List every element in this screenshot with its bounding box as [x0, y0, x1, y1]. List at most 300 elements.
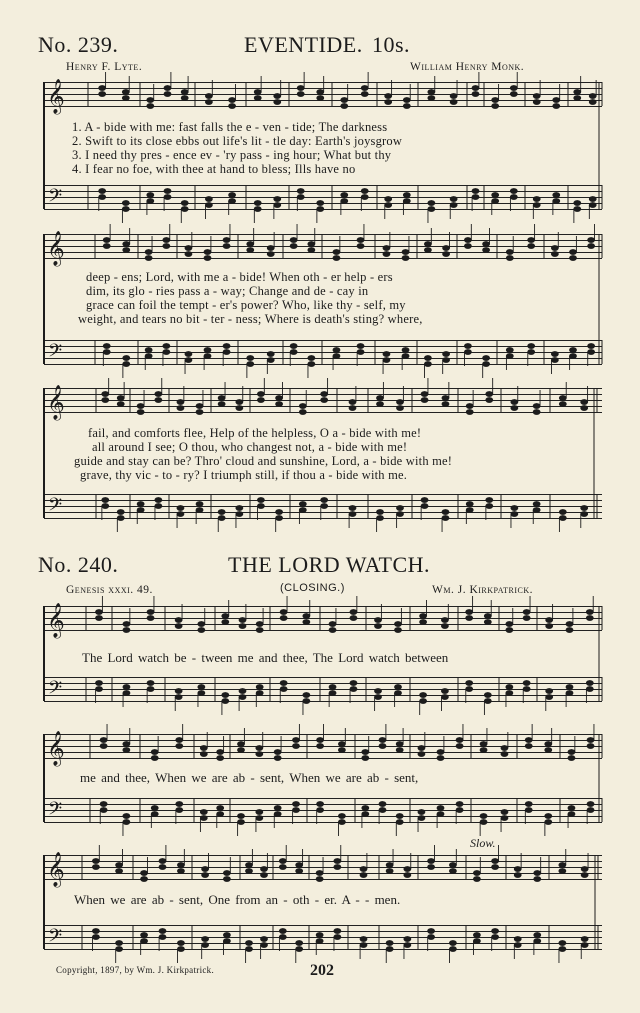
note-head — [196, 507, 203, 512]
note-head — [92, 858, 99, 863]
note-head — [92, 928, 99, 933]
note-head — [151, 805, 158, 810]
note-head — [223, 349, 230, 354]
note-head — [204, 353, 211, 358]
note-head — [510, 194, 517, 199]
note-head — [360, 866, 367, 871]
note-head — [533, 501, 540, 506]
note-head — [568, 805, 575, 810]
note-head — [217, 749, 224, 754]
note-head — [147, 680, 154, 685]
note-head — [292, 737, 299, 742]
note-head — [506, 353, 513, 358]
note-head — [419, 619, 426, 624]
note-head — [334, 858, 341, 863]
note-head — [145, 249, 152, 254]
note-head — [545, 741, 552, 746]
note-head — [95, 609, 102, 614]
note-head — [205, 202, 212, 207]
note-head — [501, 751, 508, 756]
note-head — [501, 809, 508, 814]
note-head — [222, 692, 229, 697]
note-head — [117, 395, 124, 400]
note-head — [586, 609, 593, 614]
note-head — [222, 613, 229, 618]
note-head — [185, 357, 192, 362]
note-head — [201, 942, 208, 947]
hymn-240-lyric-line: The Lord watch be - tween me and thee, The Lord watch between — [82, 650, 449, 665]
note-head — [341, 198, 348, 203]
note-head — [102, 391, 109, 396]
note-head — [534, 870, 541, 875]
note-head — [514, 866, 521, 871]
note-head — [528, 349, 535, 354]
note-head — [581, 405, 588, 410]
note-head — [99, 91, 106, 96]
note-head — [257, 397, 264, 402]
note-head — [559, 509, 566, 514]
note-head — [275, 401, 282, 406]
note-head — [456, 737, 463, 742]
note-head — [442, 245, 449, 250]
note-head — [486, 497, 493, 502]
note-head — [419, 692, 426, 697]
note-head — [349, 511, 356, 516]
note-head — [177, 505, 184, 510]
note-head — [533, 196, 540, 201]
note-head — [566, 621, 573, 626]
note-head — [559, 946, 566, 951]
note-head — [511, 505, 518, 510]
note-head — [185, 351, 192, 356]
note-head — [196, 409, 203, 414]
note-head — [437, 805, 444, 810]
note-head — [456, 801, 463, 806]
note-head — [551, 357, 558, 362]
note-head — [321, 391, 328, 396]
note-head — [292, 807, 299, 812]
treble-clef-icon: 𝄞 — [47, 385, 65, 420]
note-head — [402, 347, 409, 352]
note-head — [559, 395, 566, 400]
note-head — [473, 876, 480, 881]
note-head — [587, 737, 594, 742]
note-head — [297, 188, 304, 193]
note-head — [303, 619, 310, 624]
note-head — [492, 103, 499, 108]
note-head — [175, 623, 182, 628]
note-head — [362, 811, 369, 816]
hymn-239-lyric-line: grace can foil the tempt - er's power? Who, like thy - self, my — [86, 298, 406, 312]
note-head — [267, 245, 274, 250]
note-head — [553, 103, 560, 108]
note-head — [115, 862, 122, 867]
note-head — [574, 200, 581, 205]
note-head — [482, 247, 489, 252]
note-head — [164, 188, 171, 193]
note-head — [228, 103, 235, 108]
note-head — [296, 940, 303, 945]
note-head — [274, 202, 281, 207]
note-head — [140, 876, 147, 881]
note-head — [568, 755, 575, 760]
note-head — [360, 942, 367, 947]
note-head — [267, 251, 274, 256]
note-head — [163, 349, 170, 354]
note-head — [466, 680, 473, 685]
hymn-240-lyric-line: When we are ab - sent, One from an - oth - er. A - - men. — [74, 892, 401, 907]
bass-clef-icon: 𝄢 — [48, 799, 63, 824]
note-head — [274, 196, 281, 201]
note-head — [256, 690, 263, 695]
note-head — [177, 868, 184, 873]
note-head — [437, 755, 444, 760]
note-head — [482, 361, 489, 366]
note-head — [379, 743, 386, 748]
note-head — [511, 511, 518, 516]
note-head — [551, 251, 558, 256]
note-head — [198, 627, 205, 632]
note-head — [484, 613, 491, 618]
note-head — [396, 741, 403, 746]
note-head — [137, 403, 144, 408]
note-head — [376, 395, 383, 400]
note-head — [473, 870, 480, 875]
treble-clef-icon: 𝄞 — [47, 79, 65, 114]
note-head — [484, 698, 491, 703]
note-head — [175, 617, 182, 622]
note-head — [484, 692, 491, 697]
hymn-239-lyric-line: 2. Swift to its close ebbs out life's lit - tle day: Earth's joysgrow — [72, 134, 403, 148]
note-head — [201, 866, 208, 871]
note-head — [374, 623, 381, 628]
note-head — [569, 353, 576, 358]
note-head — [177, 511, 184, 516]
note-head — [223, 343, 230, 348]
note-head — [376, 401, 383, 406]
note-head — [297, 194, 304, 199]
note-head — [450, 196, 457, 201]
note-head — [274, 811, 281, 816]
note-head — [486, 503, 493, 508]
note-head — [147, 686, 154, 691]
note-head — [308, 247, 315, 252]
note-head — [122, 200, 129, 205]
note-head — [274, 805, 281, 810]
note-head — [100, 737, 107, 742]
note-head — [223, 938, 230, 943]
note-head — [123, 361, 130, 366]
hymn-239-lyric-line: all around I see; O thou, who changest not, a - bide with me! — [92, 440, 408, 454]
note-head — [236, 511, 243, 516]
note-head — [480, 747, 487, 752]
note-head — [404, 936, 411, 941]
note-head — [316, 876, 323, 881]
note-head — [103, 349, 110, 354]
note-head — [123, 621, 130, 626]
note-head — [115, 940, 122, 945]
note-head — [196, 501, 203, 506]
note-head — [256, 684, 263, 689]
note-head — [456, 743, 463, 748]
note-head — [316, 932, 323, 937]
note-head — [403, 192, 410, 197]
note-head — [376, 509, 383, 514]
note-head — [177, 940, 184, 945]
note-head — [374, 617, 381, 622]
note-head — [256, 815, 263, 820]
note-head — [239, 688, 246, 693]
note-head — [280, 609, 287, 614]
treble-clef-icon: 𝄞 — [47, 852, 65, 887]
note-head — [588, 343, 595, 348]
note-head — [559, 868, 566, 873]
note-head — [482, 355, 489, 360]
note-head — [254, 206, 261, 211]
note-head — [256, 751, 263, 756]
note-head — [402, 353, 409, 358]
note-head — [450, 93, 457, 98]
hymn-239-lyric-line: 3. I need thy pres - ence ev - 'ry pass - ing hour; What but thy — [72, 148, 392, 162]
note-head — [338, 819, 345, 824]
note-head — [260, 872, 267, 877]
note-head — [257, 391, 264, 396]
note-head — [236, 505, 243, 510]
note-head — [480, 813, 487, 818]
note-head — [442, 401, 449, 406]
note-head — [223, 870, 230, 875]
note-head — [360, 872, 367, 877]
note-head — [569, 249, 576, 254]
note-head — [456, 807, 463, 812]
note-head — [427, 858, 434, 863]
note-head — [511, 399, 518, 404]
note-head — [442, 357, 449, 362]
note-head — [176, 743, 183, 748]
note-head — [155, 503, 162, 508]
note-head — [308, 241, 315, 246]
note-head — [100, 743, 107, 748]
note-head — [228, 97, 235, 102]
note-head — [491, 858, 498, 863]
note-head — [316, 807, 323, 812]
note-head — [574, 206, 581, 211]
note-head — [137, 507, 144, 512]
bass-clef-icon: 𝄢 — [48, 926, 63, 951]
note-head — [357, 343, 364, 348]
note-head — [533, 507, 540, 512]
note-head — [223, 243, 230, 248]
note-head — [218, 395, 225, 400]
note-head — [404, 872, 411, 877]
note-head — [402, 255, 409, 260]
note-head — [419, 613, 426, 618]
note-head — [466, 507, 473, 512]
note-head — [275, 509, 282, 514]
note-head — [317, 206, 324, 211]
note-head — [222, 619, 229, 624]
note-head — [290, 349, 297, 354]
note-head — [492, 192, 499, 197]
note-head — [159, 934, 166, 939]
note-head — [218, 509, 225, 514]
note-head — [267, 357, 274, 362]
note-head — [274, 749, 281, 754]
note-head — [163, 237, 170, 242]
note-head — [523, 686, 530, 691]
note-head — [175, 694, 182, 699]
note-head — [362, 805, 369, 810]
note-head — [122, 89, 129, 94]
note-head — [349, 399, 356, 404]
note-head — [334, 928, 341, 933]
note-head — [546, 694, 553, 699]
note-head — [341, 192, 348, 197]
hymn-240-title: THE LORD WATCH. — [228, 552, 431, 577]
note-head — [321, 397, 328, 402]
note-head — [316, 801, 323, 806]
note-head — [123, 627, 130, 632]
note-head — [254, 89, 261, 94]
note-head — [574, 89, 581, 94]
note-head — [506, 255, 513, 260]
note-head — [228, 192, 235, 197]
note-head — [204, 255, 211, 260]
note-head — [566, 690, 573, 695]
note-head — [321, 503, 328, 508]
note-head — [533, 99, 540, 104]
note-head — [217, 755, 224, 760]
note-head — [237, 819, 244, 824]
note-head — [441, 617, 448, 622]
note-head — [237, 813, 244, 818]
note-head — [506, 627, 513, 632]
note-head — [163, 243, 170, 248]
note-head — [546, 688, 553, 693]
note-head — [437, 749, 444, 754]
note-head — [472, 91, 479, 96]
note-head — [472, 188, 479, 193]
note-head — [385, 202, 392, 207]
note-head — [587, 743, 594, 748]
note-head — [424, 241, 431, 246]
note-head — [217, 805, 224, 810]
note-head — [175, 688, 182, 693]
note-head — [99, 194, 106, 199]
note-head — [308, 355, 315, 360]
treble-clef-icon: 𝄞 — [47, 731, 65, 766]
note-head — [236, 405, 243, 410]
note-head — [280, 615, 287, 620]
note-head — [181, 206, 188, 211]
hymn-239-lyric-line: grave, thy vic - to - ry? I triumph still, if thou a - bide with me. — [80, 468, 408, 482]
note-head — [254, 200, 261, 205]
note-head — [103, 243, 110, 248]
note-head — [427, 934, 434, 939]
note-head — [396, 819, 403, 824]
note-head — [176, 801, 183, 806]
note-head — [421, 503, 428, 508]
hymn-240-subtitle: (CLOSING.) — [280, 582, 345, 594]
treble-clef-icon: 𝄞 — [47, 603, 65, 638]
note-head — [589, 93, 596, 98]
note-head — [198, 684, 205, 689]
note-head — [374, 694, 381, 699]
note-head — [533, 202, 540, 207]
note-head — [95, 686, 102, 691]
note-head — [140, 938, 147, 943]
note-head — [506, 347, 513, 352]
note-head — [589, 99, 596, 104]
note-head — [523, 615, 530, 620]
note-head — [450, 99, 457, 104]
note-head — [316, 870, 323, 875]
note-head — [466, 615, 473, 620]
note-head — [379, 801, 386, 806]
note-head — [100, 807, 107, 812]
note-head — [164, 85, 171, 90]
hymn-239-number: No. 239. — [38, 32, 119, 57]
note-head — [386, 940, 393, 945]
note-head — [581, 866, 588, 871]
note-head — [147, 97, 154, 102]
note-head — [102, 497, 109, 502]
note-head — [316, 737, 323, 742]
note-head — [486, 397, 493, 402]
note-head — [147, 198, 154, 203]
note-head — [338, 813, 345, 818]
note-head — [177, 399, 184, 404]
hymn-239-lyric-line: guide and stay can be? Thro' cloud and sunshine, Lord, a - bide with me! — [74, 454, 453, 468]
note-head — [185, 245, 192, 250]
note-head — [357, 237, 364, 242]
note-head — [383, 245, 390, 250]
note-head — [256, 621, 263, 626]
note-head — [525, 743, 532, 748]
note-head — [403, 97, 410, 102]
note-head — [185, 251, 192, 256]
hymn-239-lyric-line: 4. I fear no foe, with thee at hand to bless; Ills have no — [72, 162, 356, 176]
note-head — [374, 688, 381, 693]
note-head — [245, 946, 252, 951]
note-head — [329, 621, 336, 626]
hymn-239-lyric-line: fail, and comforts flee, Help of the helpless, O a - bide with me! — [88, 426, 422, 440]
note-head — [396, 511, 403, 516]
note-head — [256, 627, 263, 632]
note-head — [329, 684, 336, 689]
note-head — [528, 343, 535, 348]
note-head — [534, 938, 541, 943]
note-head — [155, 391, 162, 396]
note-head — [317, 95, 324, 100]
note-head — [492, 97, 499, 102]
note-head — [486, 391, 493, 396]
note-head — [588, 237, 595, 242]
note-head — [394, 627, 401, 632]
note-head — [123, 355, 130, 360]
note-head — [511, 405, 518, 410]
note-head — [464, 349, 471, 354]
note-head — [350, 615, 357, 620]
note-head — [147, 609, 154, 614]
note-head — [383, 351, 390, 356]
note-head — [200, 815, 207, 820]
note-head — [297, 91, 304, 96]
tempo-mark: Slow. — [470, 836, 496, 850]
note-head — [290, 343, 297, 348]
note-head — [123, 747, 130, 752]
note-head — [491, 934, 498, 939]
